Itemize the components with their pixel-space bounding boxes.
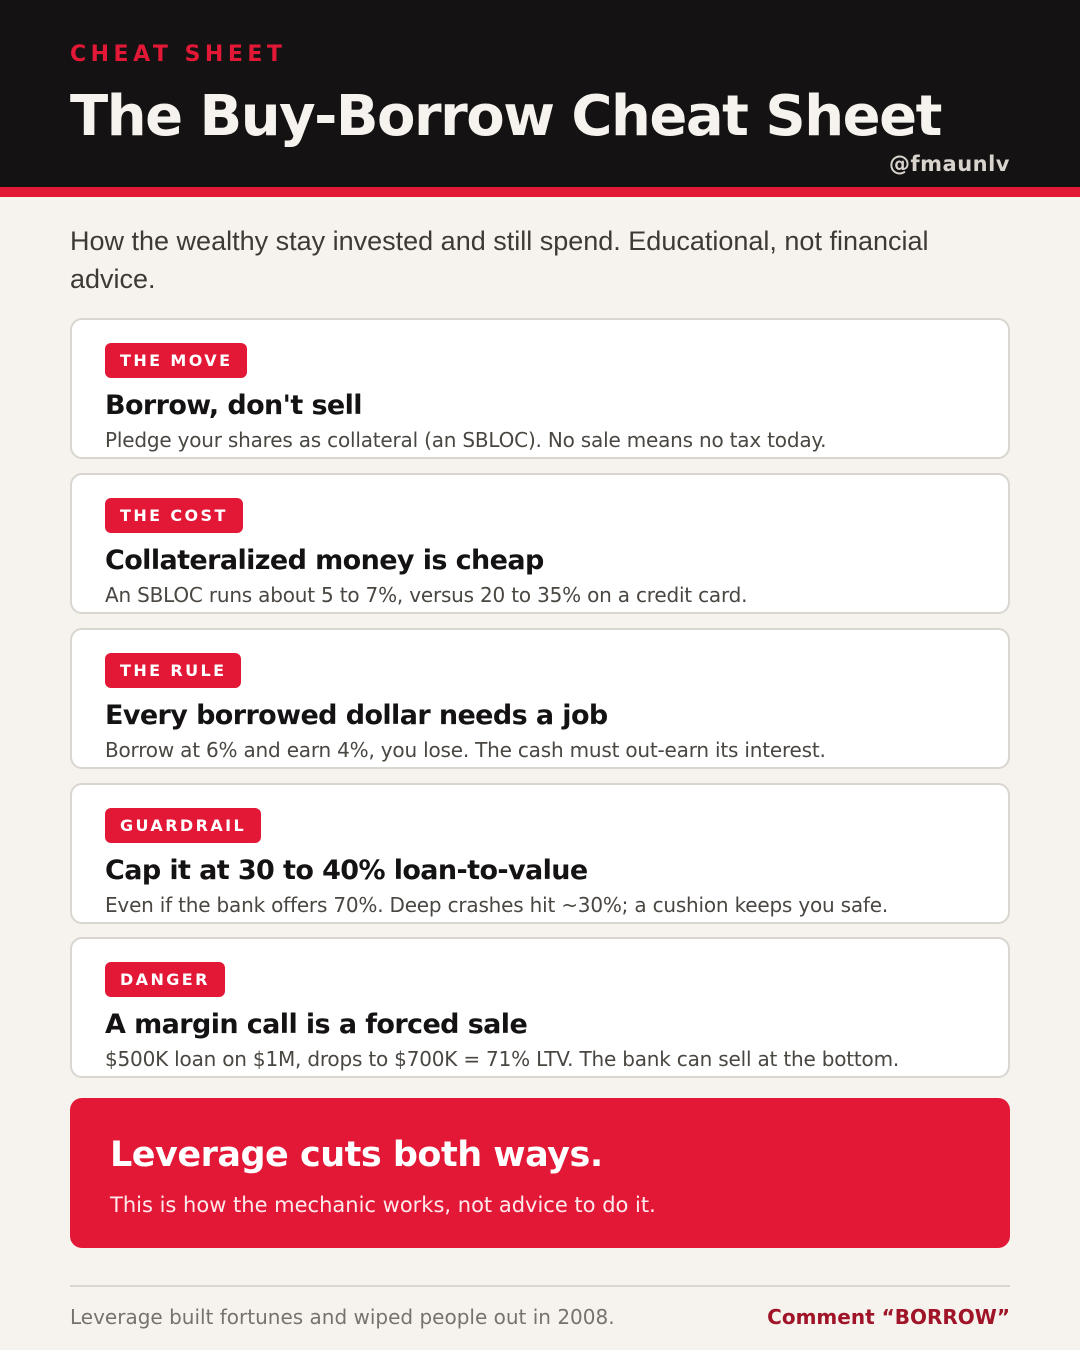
card-body: $500K loan on $1M, drops to $700K = 71% LTV. The bank can sell at the bottom.: [105, 1047, 900, 1071]
card-tag: DANGER: [105, 962, 225, 997]
card-tag: THE COST: [105, 498, 243, 533]
footer-note: Leverage built fortunes and wiped people out in 2008.: [70, 1305, 615, 1329]
card-body: An SBLOC runs about 5 to 7%, versus 20 to 35% on a credit card.: [105, 583, 748, 607]
card-body: Borrow at 6% and earn 4%, you lose. The cash must out-earn its interest.: [105, 738, 826, 762]
banner-subtitle: This is how the mechanic works, not advice to do it.: [110, 1193, 656, 1217]
eyebrow-label: CHEAT SHEET: [70, 42, 287, 67]
intro-text: How the wealthy stay invested and still spend. Educational, not financial advice.: [70, 226, 929, 294]
comment-cta: Comment “BORROW”: [767, 1305, 1010, 1329]
card-heading: A margin call is a forced sale: [105, 1009, 528, 1040]
card-tag: THE MOVE: [105, 343, 247, 378]
card-body: Pledge your shares as collateral (an SBLOC). No sale means no tax today.: [105, 428, 827, 452]
warning-banner: [70, 1098, 1010, 1248]
card-guardrail: [70, 783, 1010, 924]
card-body: Even if the bank offers 70%. Deep crashes hit ~30%; a cushion keeps you safe.: [105, 893, 888, 917]
card-heading: Every borrowed dollar needs a job: [105, 700, 608, 731]
card-the-move: [70, 318, 1010, 459]
card-tag: THE RULE: [105, 653, 241, 688]
page-title: The Buy-Borrow Cheat Sheet: [70, 84, 941, 149]
card-tag: GUARDRAIL: [105, 808, 261, 843]
card-the-rule: [70, 628, 1010, 769]
header: [0, 0, 1080, 187]
card-heading: Borrow, don't sell: [105, 390, 362, 421]
card-the-cost: [70, 473, 1010, 614]
card-danger: [70, 937, 1010, 1078]
card-heading: Cap it at 30 to 40% loan-to-value: [105, 855, 588, 886]
banner-title: Leverage cuts both ways.: [110, 1135, 603, 1175]
card-heading: Collateralized money is cheap: [105, 545, 544, 576]
header-divider: [0, 187, 1080, 197]
author-handle: @fmaunlv: [889, 152, 1010, 176]
footer-divider: [70, 1285, 1010, 1287]
